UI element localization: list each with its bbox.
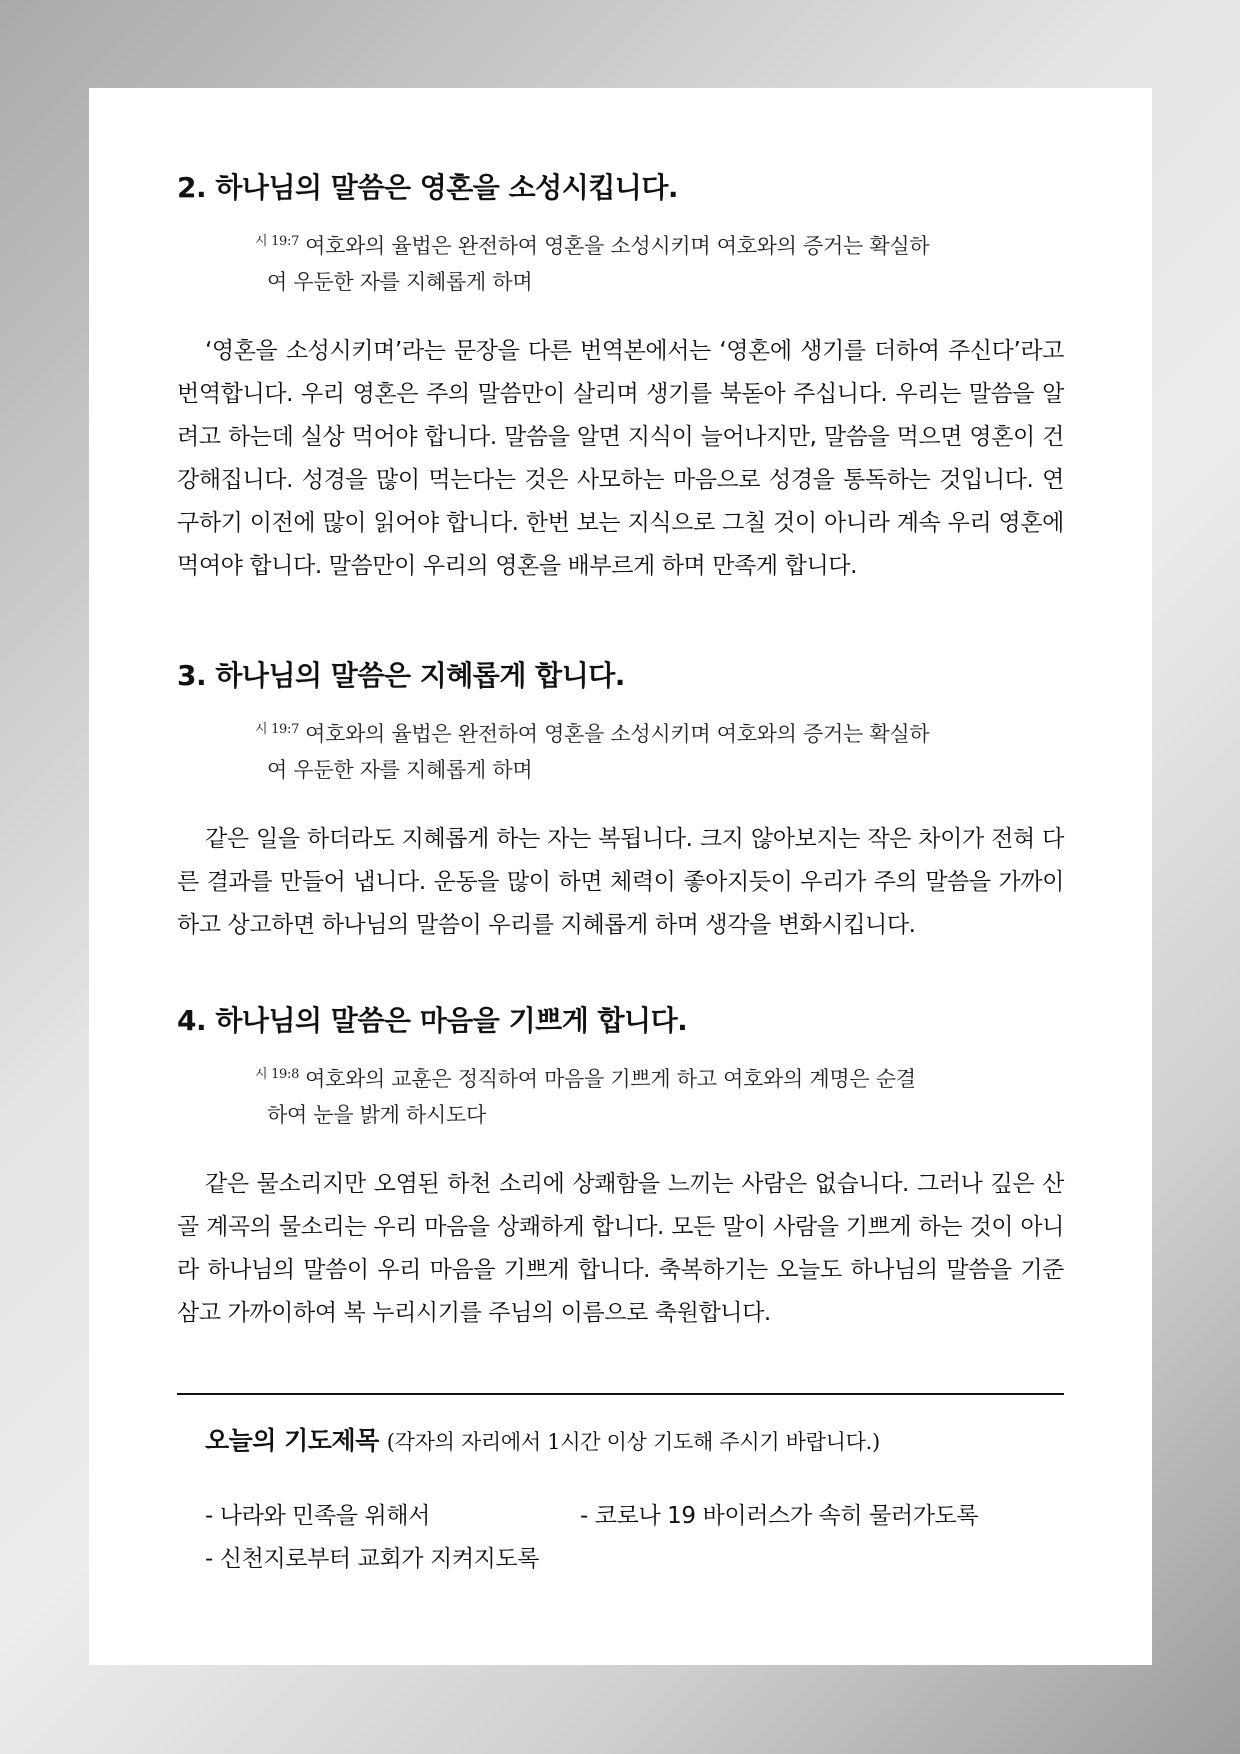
- prayer-item: - 나라와 민족을 위해서: [205, 1503, 430, 1529]
- section-2: [177, 166, 1064, 588]
- prayer-item: - 코로나 19 바이러스가 속히 물러가도록: [580, 1503, 979, 1529]
- prayer-topics-title: [205, 1421, 1064, 1457]
- section-divider: [177, 1393, 1064, 1395]
- scripture-verse: [255, 1057, 1000, 1133]
- verse-reference: 시 19:7: [255, 722, 300, 737]
- verse-reference: 시 19:8: [255, 1067, 300, 1082]
- section-3: [177, 654, 1064, 947]
- verse-text-line1: 여호와의 교훈은 정직하여 마음을 기쁘게 하고 여호와의 계명은 순결: [305, 1067, 916, 1091]
- section-heading: 4. 하나님의 말씀은 마음을 기쁘게 합니다.: [177, 1004, 688, 1037]
- verse-text-line1: 여호와의 율법은 완전하여 영혼을 소성시키며 여호와의 증거는 확실하: [305, 234, 930, 258]
- section-heading: 2. 하나님의 말씀은 영혼을 소성시킵니다.: [177, 171, 679, 204]
- verse-text-line2: 여 우둔한 자를 지혜롭게 하며: [267, 270, 533, 294]
- verse-text-line2: 여 우둔한 자를 지혜롭게 하며: [267, 758, 533, 782]
- section-heading: 3. 하나님의 말씀은 지혜롭게 합니다.: [177, 659, 625, 692]
- scripture-verse: [255, 712, 1000, 788]
- section-body: 같은 일을 하더라도 지혜롭게 하는 자는 복됩니다. 크지 않아보지는 작은 차이가 전혀 다른 결과를 만들어 냅니다. 운동을 많이 하면 체력이 좋아지듯이 우리가 주의 말씀을 가까이하고 상고하면 하나님의 말씀이 우리를 지혜롭게 하며 생각을 변화시킵니다.: [177, 826, 1064, 938]
- verse-text-line2: 하여 눈을 밝게 하시도다: [267, 1103, 486, 1127]
- verse-text-line1: 여호와의 율법은 완전하여 영혼을 소성시키며 여호와의 증거는 확실하: [305, 722, 930, 746]
- prayer-item: - 신천지로부터 교회가 지켜지도록: [205, 1546, 540, 1572]
- prayer-title-main: 오늘의 기도제목: [205, 1426, 379, 1455]
- verse-reference: 시 19:7: [255, 234, 300, 249]
- prayer-topics-list: [205, 1497, 1064, 1573]
- document-page: [89, 88, 1152, 1665]
- scripture-verse: [255, 224, 1000, 300]
- prayer-title-subtitle: (각자의 자리에서 1시간 이상 기도해 주시기 바랍니다.): [386, 1430, 880, 1454]
- section-body: 같은 물소리지만 오염된 하천 소리에 상쾌함을 느끼는 사람은 없습니다. 그러나 깊은 산골 계곡의 물소리는 우리 마음을 상쾌하게 합니다. 모든 말이 사람을 기쁘게 하는 것이 아니라 하나님의 말씀이 우리 마음을 기쁘게 합니다. 축복하기는 오늘도 하나님의 말씀을 기준 삼고 가까이하여 복 누리시기를 주님의 이름으로 축원합니다.: [177, 1171, 1064, 1326]
- section-4: [177, 999, 1064, 1335]
- section-body: ‘영혼을 소성시키며’라는 문장을 다른 번역본에서는 ‘영혼에 생기를 더하여 주신다’라고 번역합니다. 우리 영혼은 주의 말씀만이 살리며 생기를 북돋아 주십니다. 우리는 말씀을 알려고 하는데 실상 먹어야 합니다. 말씀을 알면 지식이 늘어나지만, 말씀을 먹으면 영혼이 건강해집니다. 성경을 많이 먹는다는 것은 사모하는 마음으로 성경을 통독하는 것입니다. 연구하기 이전에 많이 읽어야 합니다. 한번 보는 지식으로 그칠 것이 아니라 계속 우리 영혼에 먹여야 합니다. 말씀만이 우리의 영혼을 배부르게 하며 만족게 합니다.: [177, 338, 1064, 579]
